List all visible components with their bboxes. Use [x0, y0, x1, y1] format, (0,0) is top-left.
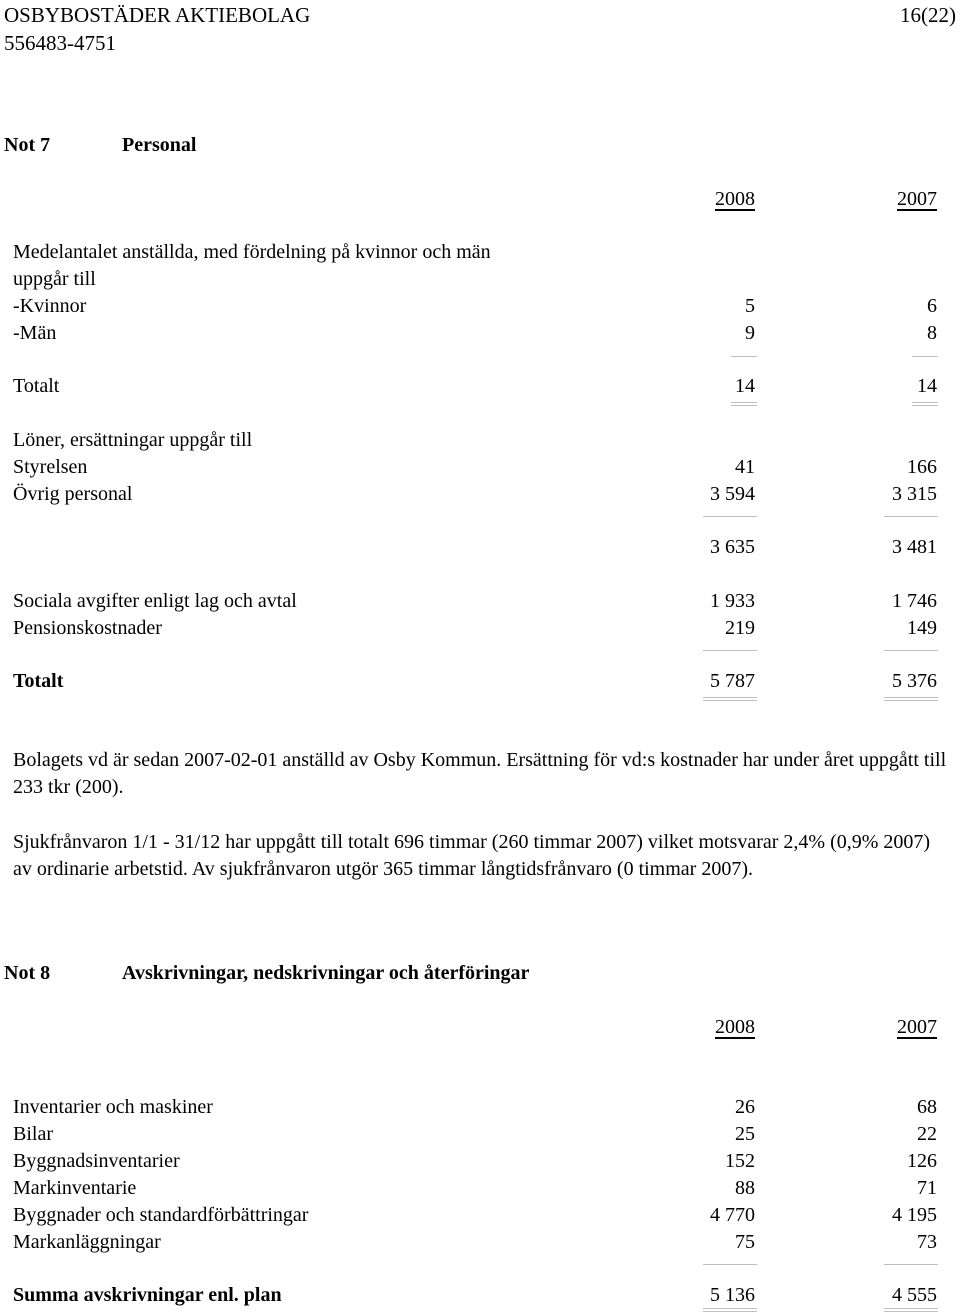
- note7-total-value-2007: 5 376: [892, 670, 937, 692]
- note8-row-value-2008: 26: [735, 1096, 755, 1118]
- note8-year-2007: 2007: [897, 1016, 937, 1038]
- note7-sick-leave-paragraph: Sjukfrånvaron 1/1 - 31/12 har uppgått till totalt 696 timmar (260 timmar 2007) vilket motsvarar 2,4% (0,9% 2007) av ordinarie arbetstid. Av sjukfrånvaron utgör 365 timmar långtidsfrånvaro (0 timmar 2007).: [13, 831, 931, 880]
- note7-subtotal-value-2007: 3 481: [892, 536, 937, 558]
- subtotal-rule: [884, 650, 938, 651]
- note7-row-value-2008: 5: [745, 295, 755, 317]
- note7-row-label: Styrelsen: [13, 456, 88, 478]
- note7-year-2007: 2007: [897, 188, 937, 210]
- note7-row-label: uppgår till: [13, 268, 96, 290]
- note7-row-value-2007: 1 746: [892, 590, 937, 612]
- subtotal-rule: [884, 1264, 938, 1265]
- subtotal-rule: [884, 516, 938, 517]
- note7-row-label: Sociala avgifter enligt lag och avtal: [13, 590, 297, 612]
- note7-title: Personal: [122, 134, 197, 156]
- total-double-rule: [884, 1308, 938, 1309]
- note7-row-value-2008: 1 933: [710, 590, 755, 612]
- note7-total-value-2008: 5 787: [710, 670, 755, 692]
- note7-total-label: Totalt: [13, 670, 64, 692]
- note7-row-label: Totalt: [13, 375, 60, 397]
- page-number: 16(22): [900, 3, 956, 27]
- note8-row-label: Markinventarie: [13, 1177, 137, 1199]
- note7-row-value-2007: 166: [907, 456, 937, 478]
- subtotal-rule: [912, 356, 938, 357]
- total-double-rule: [731, 405, 757, 406]
- note8-row-value-2007: 73: [917, 1231, 937, 1253]
- total-double-rule: [703, 1311, 757, 1312]
- total-double-rule: [884, 697, 938, 698]
- note8-row-label: Inventarier och maskiner: [13, 1096, 213, 1118]
- note7-row-value-2008: 14: [735, 375, 755, 397]
- note8-row-value-2008: 152: [725, 1150, 755, 1172]
- note7-row-value-2008: 9: [745, 322, 755, 344]
- note7-row-label: Övrig personal: [13, 483, 133, 505]
- subtotal-rule: [731, 356, 757, 357]
- subtotal-rule: [703, 1264, 757, 1265]
- note7-row-value-2007: 14: [917, 375, 937, 397]
- total-double-rule: [731, 402, 757, 403]
- note8-row-value-2008: 25: [735, 1123, 755, 1145]
- note8-row-value-2007: 4 195: [892, 1204, 937, 1226]
- note8-title: Avskrivningar, nedskrivningar och återföringar: [122, 962, 530, 984]
- note7-row-value-2007: 8: [927, 322, 937, 344]
- note8-row-value-2007: 71: [917, 1177, 937, 1199]
- note8-year-2008: 2008: [715, 1016, 755, 1038]
- note7-ceo-paragraph: Bolagets vd är sedan 2007-02-01 anställd av Osby Kommun. Ersättning för vd:s kostnader har under året uppgått till 233 tkr (200).: [13, 749, 947, 798]
- note7-row-value-2007: 6: [927, 295, 937, 317]
- note8-row-label: Byggnadsinventarier: [13, 1150, 180, 1172]
- note7-row-value-2007: 3 315: [892, 483, 937, 505]
- total-double-rule: [912, 402, 938, 403]
- subtotal-rule: [703, 516, 757, 517]
- total-double-rule: [703, 1308, 757, 1309]
- note7-row-label: Pensionskostnader: [13, 617, 162, 639]
- note7-row-value-2007: 149: [907, 617, 937, 639]
- org-number: 556483-4751: [4, 31, 116, 55]
- note7-row-value-2008: 41: [735, 456, 755, 478]
- note8-sum-label: Summa avskrivningar enl. plan: [13, 1284, 282, 1306]
- total-double-rule: [703, 700, 757, 701]
- total-double-rule: [912, 405, 938, 406]
- note8-row-value-2007: 68: [917, 1096, 937, 1118]
- note7-row-label: Medelantalet anställda, med fördelning på kvinnor och män: [13, 241, 491, 263]
- note7-row-value-2008: 3 594: [710, 483, 755, 505]
- total-double-rule: [884, 1311, 938, 1312]
- note7-year-2008: 2008: [715, 188, 755, 210]
- note8-row-value-2008: 88: [735, 1177, 755, 1199]
- note7-row-label: -Kvinnor: [13, 295, 87, 317]
- note8-row-value-2008: 4 770: [710, 1204, 755, 1226]
- note8-row-label: Markanläggningar: [13, 1231, 161, 1253]
- note7-label: Not 7: [4, 134, 51, 156]
- note7-row-value-2008: 219: [725, 617, 755, 639]
- note8-row-label: Bilar: [13, 1123, 53, 1145]
- company-name: OSBYBOSTÄDER AKTIEBOLAG: [4, 3, 311, 27]
- subtotal-rule: [703, 650, 757, 651]
- note8-sum-value-2007: 4 555: [892, 1284, 937, 1306]
- note8-label: Not 8: [4, 962, 51, 984]
- note8-row-value-2007: 22: [917, 1123, 937, 1145]
- note8-row-label: Byggnader och standardförbättringar: [13, 1204, 309, 1226]
- note8-row-value-2008: 75: [735, 1231, 755, 1253]
- note7-row-label: -Män: [13, 322, 57, 344]
- note7-subtotal-value-2008: 3 635: [710, 536, 755, 558]
- total-double-rule: [703, 697, 757, 698]
- note8-sum-value-2008: 5 136: [710, 1284, 755, 1306]
- note7-row-label: Löner, ersättningar uppgår till: [13, 429, 253, 451]
- total-double-rule: [884, 700, 938, 701]
- note8-row-value-2007: 126: [907, 1150, 937, 1172]
